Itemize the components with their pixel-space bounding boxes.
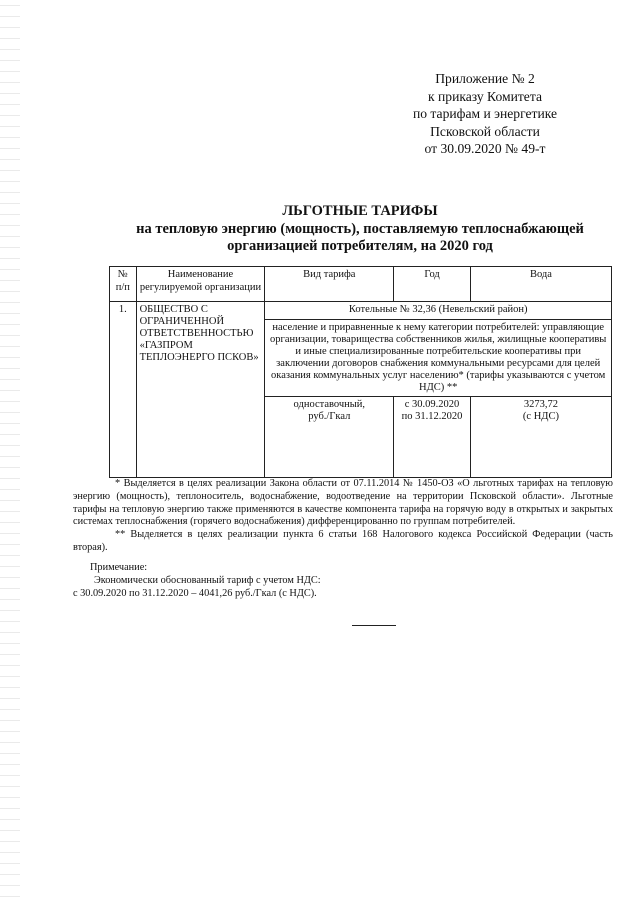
table-row <box>110 302 612 320</box>
organization-name: ОБЩЕСТВО С ОГРАНИЧЕННОЙ ОТВЕТСТВЕННОСТЬЮ «ГАЗПРОМ ТЕПЛОЭНЕРГО ПСКОВ» <box>136 302 265 478</box>
remark-line-2: с 30.09.2020 по 31.12.2020 – 4041,26 руб./Гкал (с НДС). <box>73 587 317 599</box>
remark-line-1: Экономически обоснованный тариф с учетом НДС: <box>94 574 321 586</box>
approval-line-2: к приказу Комитета <box>428 88 542 104</box>
approval-line-5: от 30.09.2020 № 49-т <box>424 141 546 157</box>
row-number: 1. <box>110 302 137 478</box>
footnote-2: ** Выделяется в целях реализации пункта 6 статьи 168 Налогового кодекса Российской Федерации (часть вторая). <box>73 529 613 553</box>
value-cell <box>470 396 611 477</box>
period-start: с 30.09.2020 <box>404 398 460 410</box>
scan-edge <box>0 0 20 905</box>
header-water: Вода <box>470 267 611 302</box>
consumer-category: население и приравненные к нему категории потребителей: управляющие организации, товарищества собственников жилья, жилищные кооперативы и иные специализированные потребительские кооперативы при заключении договоров снабжения коммунальными ресурсами для целей оказания коммунальных услуг населению* (тарифы указываются с учетом НДС) ** <box>265 319 612 396</box>
title-line-1: ЛЬГОТНЫЕ ТАРИФЫ <box>282 203 438 219</box>
remark-heading: Примечание: <box>90 562 148 573</box>
table-header-row <box>110 267 612 302</box>
tariff-kind-cell <box>265 396 394 477</box>
header-organization: Наименование регулируемой организации <box>136 267 265 302</box>
footnote-1: * Выделяется в целях реализации Закона области от 07.11.2014 № 1450-ОЗ «О льготных тарифах на тепловую энергию (мощность), теплоноситель, водоснабжение, водоотведение на территории Псковской области». Льготные тарифы на тепловую энергию также применяются в качестве компонента тарифа на горячую воду в открытых и закрытых системах теплоснабжения (горячего водоснабжения) дифференцированно по группам потребителей. <box>73 478 613 528</box>
approval-block <box>395 70 575 158</box>
title-line-2: на тепловую энергию (мощность), поставляемую теплоснабжающей <box>136 220 584 237</box>
tariff-vat-note: (с НДС) <box>522 411 559 422</box>
tariff-table <box>109 266 612 478</box>
tariff-kind: одноставочный, <box>293 398 366 410</box>
document-title <box>100 203 620 256</box>
approval-line-1: Приложение № 2 <box>435 71 535 86</box>
closing-rule <box>352 625 396 626</box>
title-line-3: организацией потребителям, на 2020 год <box>227 238 493 254</box>
header-tariff-kind: Вид тарифа <box>265 267 394 302</box>
footnotes <box>73 478 613 555</box>
tariff-value: 3273,72 <box>523 398 558 410</box>
approval-line-4: Псковской области <box>430 123 540 139</box>
tariff-unit: руб./Гкал <box>308 411 351 422</box>
remark-block <box>73 562 513 600</box>
period-end: по 31.12.2020 <box>401 411 463 422</box>
header-year: Год <box>394 267 471 302</box>
period-cell <box>394 396 471 477</box>
boiler-houses: Котельные № 32,36 (Невельский район) <box>265 302 612 320</box>
approval-line-3: по тарифам и энергетике <box>412 106 558 122</box>
header-number: № п/п <box>110 267 137 302</box>
